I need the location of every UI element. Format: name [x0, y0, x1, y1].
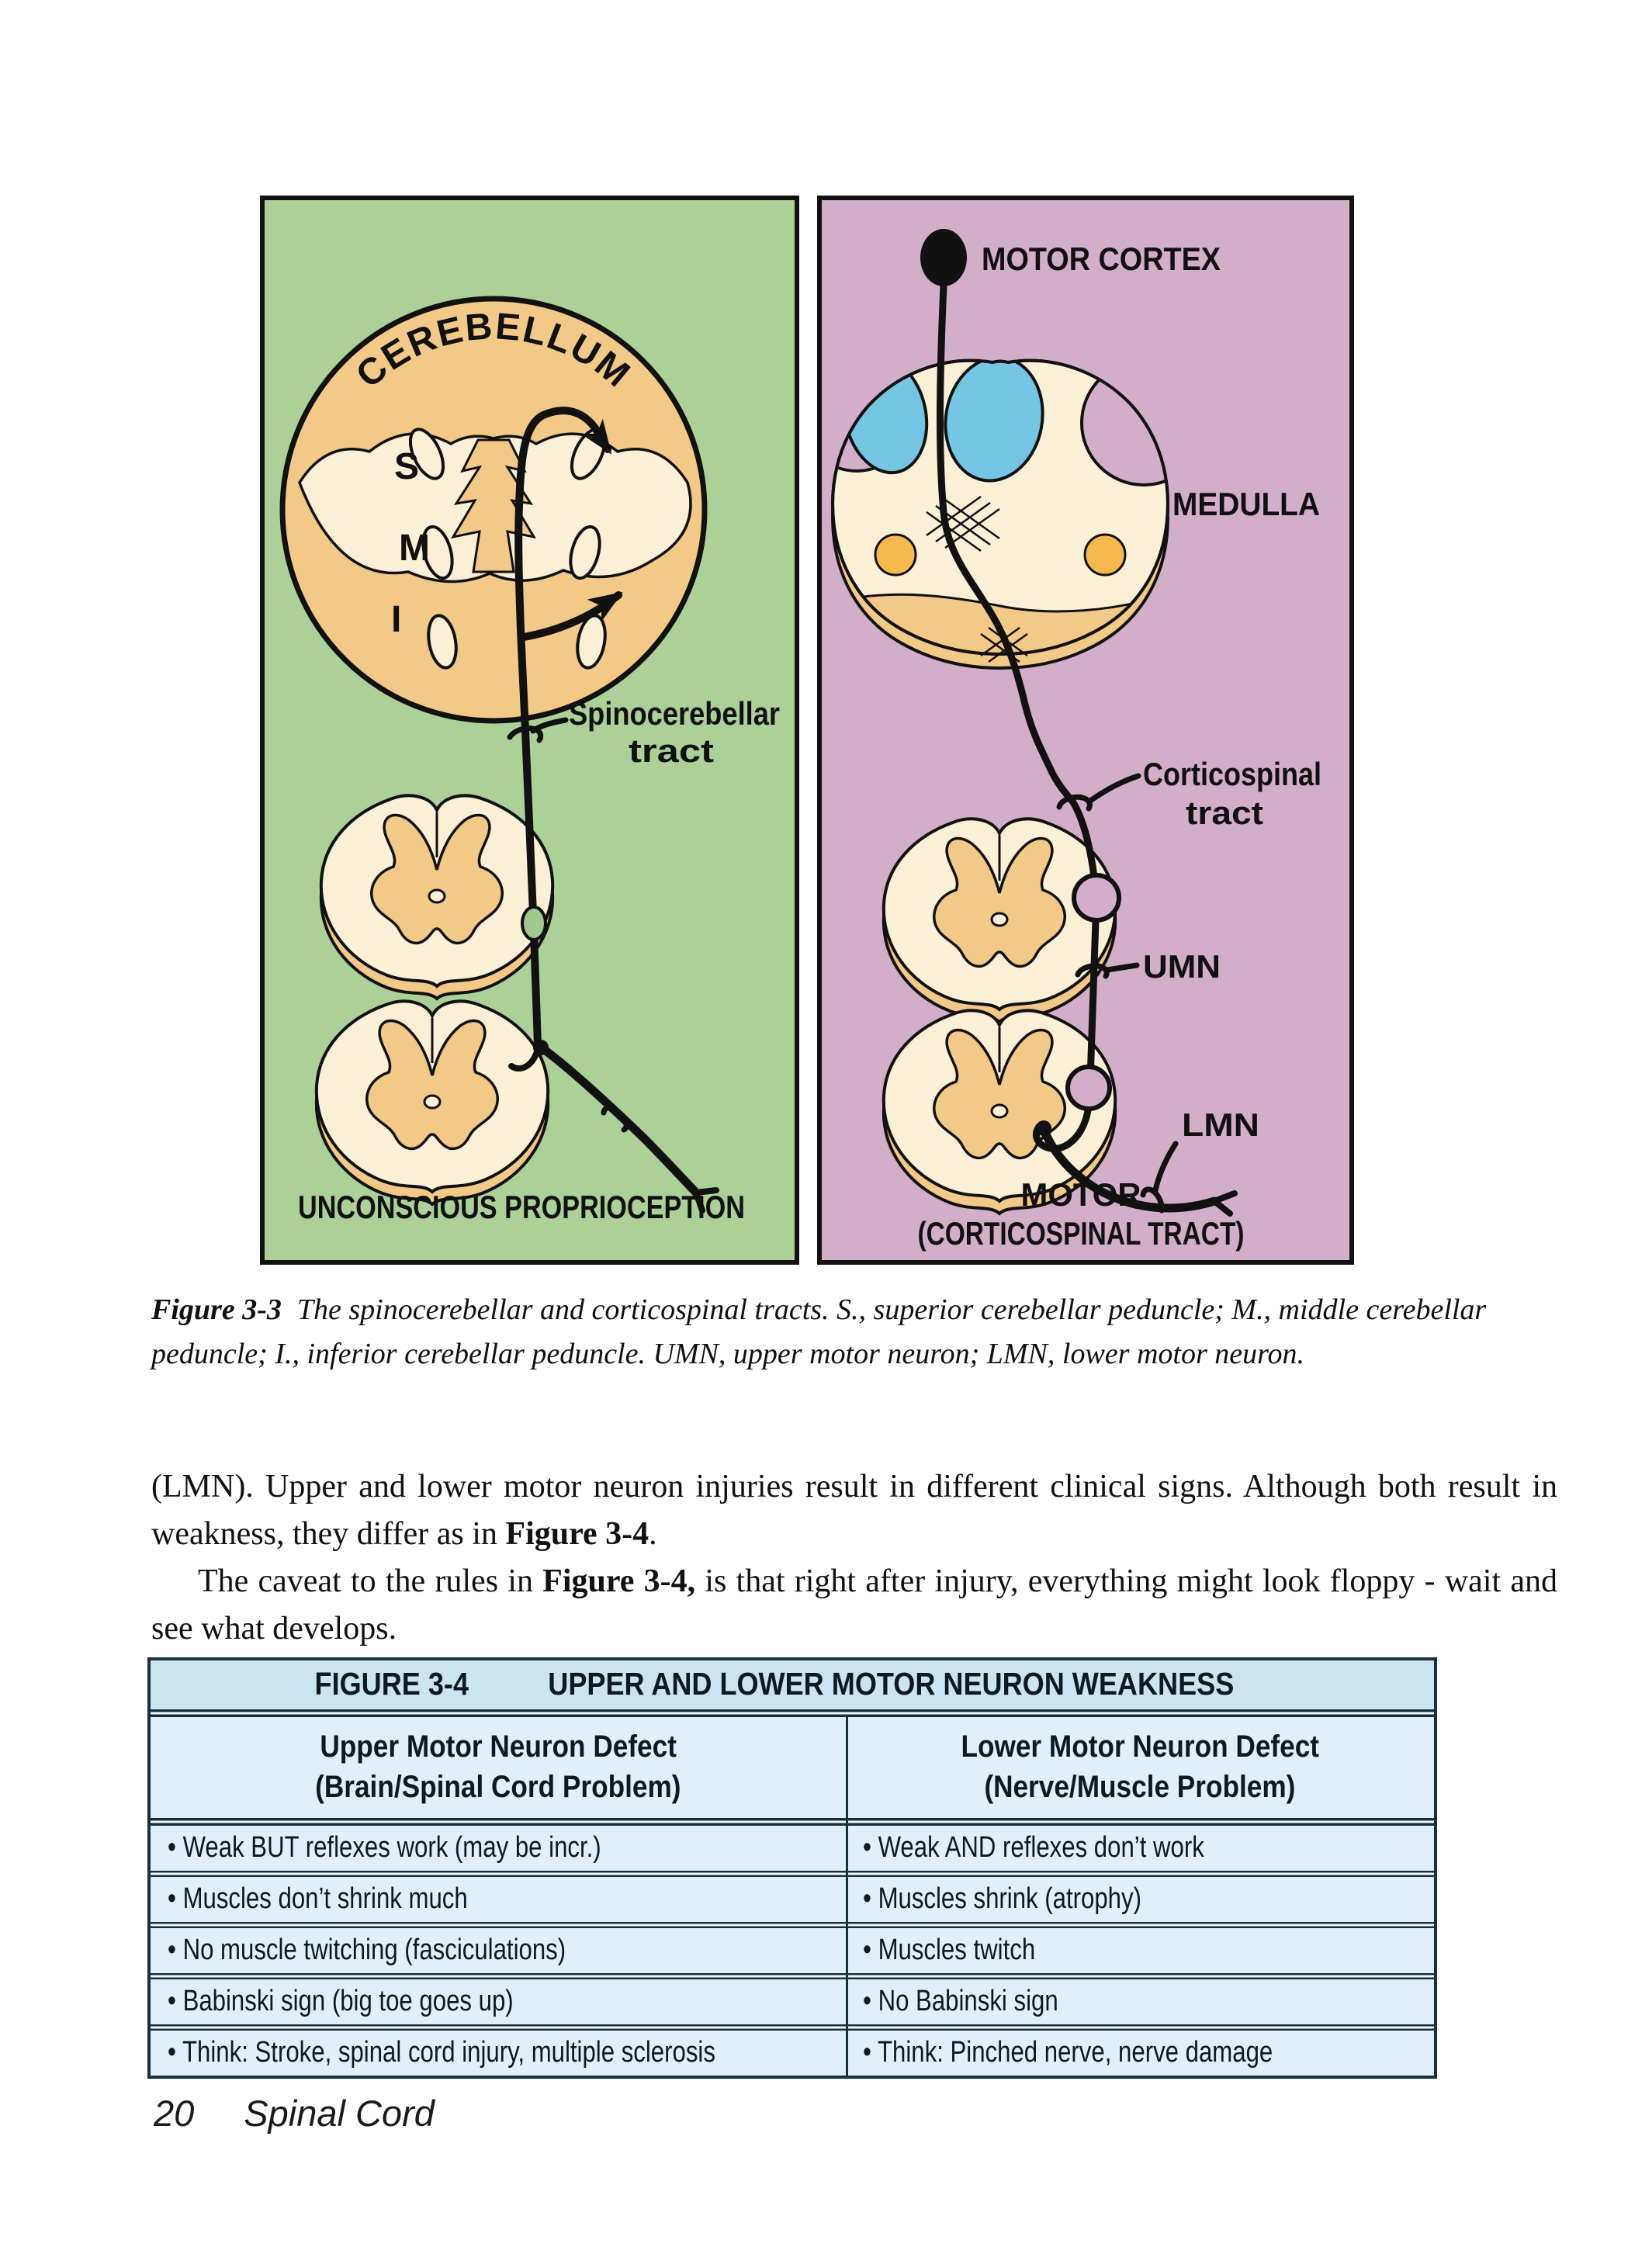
- figure-reference: Figure 3-4: [505, 1516, 649, 1552]
- figure-caption-label: Figure 3-3: [151, 1293, 282, 1326]
- corticospinal-label-line1: Corticospinal: [1143, 756, 1321, 792]
- table-column-divider: [846, 1717, 848, 2076]
- motor-cortex-label: MOTOR CORTEX: [982, 241, 1221, 277]
- peduncle-label-inferior: I: [391, 599, 402, 640]
- paragraph: [151, 1558, 1557, 1653]
- spinal-cord-section: [884, 819, 1115, 1022]
- olive-right: [1085, 535, 1125, 575]
- table-row: [151, 1826, 1434, 1871]
- paragraph-text: The caveat to the rules in: [198, 1563, 543, 1599]
- cerebellum: [282, 299, 705, 721]
- header-line: Lower Motor Neuron Defect: [961, 1730, 1319, 1764]
- corticospinal-label-line2: tract: [1186, 795, 1264, 831]
- paragraph-text: (LMN). Upper and lower motor neuron injuries result in different clinical signs. Although both result in weakness, they differ as in: [151, 1469, 1557, 1552]
- table-cell: • Muscles shrink (atrophy): [863, 1882, 1141, 1915]
- header-line: Upper Motor Neuron Defect: [320, 1730, 677, 1764]
- peduncle-label-middle: M: [399, 528, 430, 569]
- figure-caption-text: The spinocerebellar and corticospinal tracts. S., superior cerebellar peduncle; M., middle cerebellar peduncle; I., inferior cerebellar peduncle. UMN, upper motor neuron; LMN, lower motor neuron.: [151, 1293, 1487, 1370]
- figure-3-4-table: [147, 1657, 1437, 2079]
- table-rule: [151, 1709, 1434, 1717]
- table-title: [151, 1660, 1434, 1709]
- table-rule: [151, 1818, 1434, 1826]
- spinocerebellar-tract-cross-section: [522, 907, 546, 940]
- table-header-row: [151, 1717, 1434, 1818]
- header-line: (Nerve/Muscle Problem): [984, 1770, 1296, 1804]
- table-cell: • Weak BUT reflexes work (may be incr.): [168, 1831, 601, 1864]
- spinocerebellar-label-line1: Spinocerebellar: [569, 695, 780, 732]
- table-row: [151, 1877, 1434, 1922]
- table-row: [151, 1979, 1434, 2024]
- lmn-cell-body: [1036, 1120, 1051, 1136]
- medulla-label: MEDULLA: [1173, 486, 1320, 522]
- paragraph-text: is that right after injury, everything might look floppy - wait and see what develops.: [151, 1563, 1557, 1646]
- table-cell: • Think: Stroke, spinal cord injury, multiple sclerosis: [168, 2036, 715, 2069]
- table-cell: • Babinski sign (big toe goes up): [168, 1985, 514, 2017]
- paragraph: [151, 1463, 1557, 1558]
- page-number: 20: [154, 2093, 195, 2134]
- table-rule: [151, 1922, 1434, 1928]
- paragraph-text: .: [649, 1516, 657, 1552]
- olive-left: [875, 535, 916, 575]
- motor-cortex-neuron: [920, 229, 967, 286]
- table-row: [151, 2031, 1434, 2076]
- table-row: [151, 1928, 1434, 1973]
- header-line: (Brain/Spinal Cord Problem): [315, 1770, 681, 1804]
- figure-caption: [151, 1288, 1564, 1376]
- table-header-umn: [151, 1717, 846, 1818]
- corticospinal-tract-cross-section: [1068, 1067, 1110, 1109]
- table-header-lmn: [846, 1717, 1434, 1818]
- figure-reference: Figure 3-4,: [542, 1563, 696, 1599]
- spinocerebellar-panel: [260, 196, 799, 1265]
- left-panel-title: UNCONSCIOUS PROPRIOCEPTION: [298, 1189, 745, 1225]
- table-cell: • Think: Pinched nerve, nerve damage: [863, 2036, 1273, 2069]
- table-title-label: FIGURE 3-4: [314, 1666, 469, 1702]
- right-panel-title-line1: MOTOR: [1020, 1176, 1141, 1213]
- right-panel-title-line2: (CORTICOSPINAL TRACT): [917, 1215, 1245, 1252]
- page-footer: [154, 2092, 435, 2135]
- cerebellum-label: CEREBELLUM: [348, 306, 639, 396]
- table-rule: [151, 1871, 1434, 1877]
- spinal-cord-section: [321, 795, 552, 999]
- peduncle-label-superior: S: [394, 446, 420, 487]
- body-text: [151, 1463, 1557, 1653]
- lmn-label: LMN: [1182, 1106, 1259, 1143]
- table-cell: • Muscles don’t shrink much: [168, 1882, 468, 1915]
- table-cell: • No Babinski sign: [863, 1985, 1058, 2017]
- table-rule: [151, 1973, 1434, 1979]
- table-cell: • No muscle twitching (fasciculations): [168, 1934, 566, 1966]
- table-cell: • Muscles twitch: [863, 1934, 1036, 1966]
- spinal-cord-section: [317, 1001, 548, 1204]
- spinocerebellar-label-line2: tract: [629, 732, 715, 769]
- corticospinal-tract-cross-section: [1074, 875, 1119, 920]
- umn-label: UMN: [1143, 948, 1221, 985]
- table-cell: • Weak AND reflexes don’t work: [863, 1831, 1204, 1864]
- table-rule: [151, 2024, 1434, 2031]
- corticospinal-panel: [817, 196, 1354, 1265]
- table-title-text: UPPER AND LOWER MOTOR NEURON WEAKNESS: [547, 1666, 1234, 1702]
- chapter-title: Spinal Cord: [244, 2093, 435, 2134]
